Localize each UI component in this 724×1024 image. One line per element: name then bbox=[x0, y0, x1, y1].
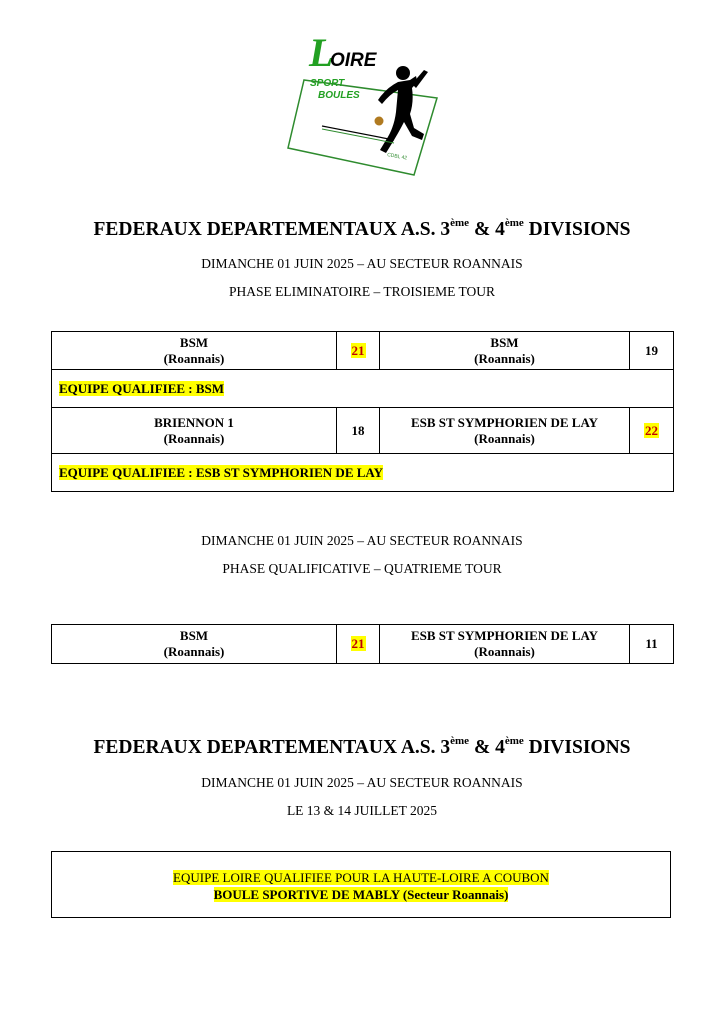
svg-text:BOULES: BOULES bbox=[318, 90, 360, 101]
qualified-team: BOULE SPORTIVE DE MABLY (Secteur Roannais) bbox=[213, 887, 509, 902]
svg-text:CDBL 42: CDBL 42 bbox=[386, 152, 408, 162]
qualified-row: EQUIPE QUALIFIEE : ESB ST SYMPHORIEN DE LAY bbox=[52, 454, 674, 492]
section-title: FEDERAUX DEPARTEMENTAUX A.S. 3ème & 4ème DIVISIONS bbox=[93, 217, 631, 240]
match-row bbox=[52, 408, 674, 454]
bowler-silhouette-icon bbox=[378, 66, 428, 153]
qualified-info: EQUIPE LOIRE QUALIFIEE POUR LA HAUTE-LOIRE A COUBON bbox=[173, 870, 549, 885]
results-table-phase2 bbox=[51, 624, 674, 664]
score-a-cell: 21 bbox=[337, 332, 380, 370]
match-row bbox=[52, 625, 674, 664]
team-b-cell: ESB ST SYMPHORIEN DE LAY (Roannais) bbox=[380, 408, 630, 454]
qualified-team-box bbox=[51, 851, 671, 918]
score-b-cell: 22 bbox=[630, 408, 674, 454]
team-b-cell: ESB ST SYMPHORIEN DE LAY (Roannais) bbox=[380, 625, 630, 664]
match-row bbox=[52, 332, 674, 370]
phase-line: PHASE ELIMINATOIRE – TROISIEME TOUR bbox=[228, 284, 495, 299]
svg-text:L: L bbox=[309, 30, 334, 75]
team-b-cell: BSM (Roannais) bbox=[380, 332, 630, 370]
section-title: FEDERAUX DEPARTEMENTAUX A.S. 3ème & 4ème DIVISIONS bbox=[93, 735, 631, 758]
dates-line: LE 13 & 14 JUILLET 2025 bbox=[286, 803, 438, 818]
loire-sport-boules-logo bbox=[282, 30, 444, 182]
phase-line: PHASE QUALIFICATIVE – QUATRIEME TOUR bbox=[222, 561, 502, 576]
date-line: DIMANCHE 01 JUIN 2025 – AU SECTEUR ROANNAIS bbox=[201, 533, 523, 548]
date-line: DIMANCHE 01 JUIN 2025 – AU SECTEUR ROANNAIS bbox=[201, 775, 523, 790]
team-a-cell: BSM (Roannais) bbox=[52, 332, 337, 370]
score-a-cell: 21 bbox=[337, 625, 380, 664]
score-b-cell: 11 bbox=[630, 625, 674, 664]
boule-ball-icon bbox=[375, 117, 384, 126]
svg-text:OIRE: OIRE bbox=[330, 50, 377, 71]
qualified-row: EQUIPE QUALIFIEE : BSM bbox=[52, 370, 674, 408]
score-a-cell: 18 bbox=[337, 408, 380, 454]
results-table-phase1 bbox=[51, 331, 674, 492]
team-a-cell: BSM (Roannais) bbox=[52, 625, 337, 664]
svg-text:SPORT: SPORT bbox=[310, 78, 345, 89]
date-line: DIMANCHE 01 JUIN 2025 – AU SECTEUR ROANNAIS bbox=[201, 256, 523, 271]
team-a-cell: BRIENNON 1 (Roannais) bbox=[52, 408, 337, 454]
score-b-cell: 19 bbox=[630, 332, 674, 370]
